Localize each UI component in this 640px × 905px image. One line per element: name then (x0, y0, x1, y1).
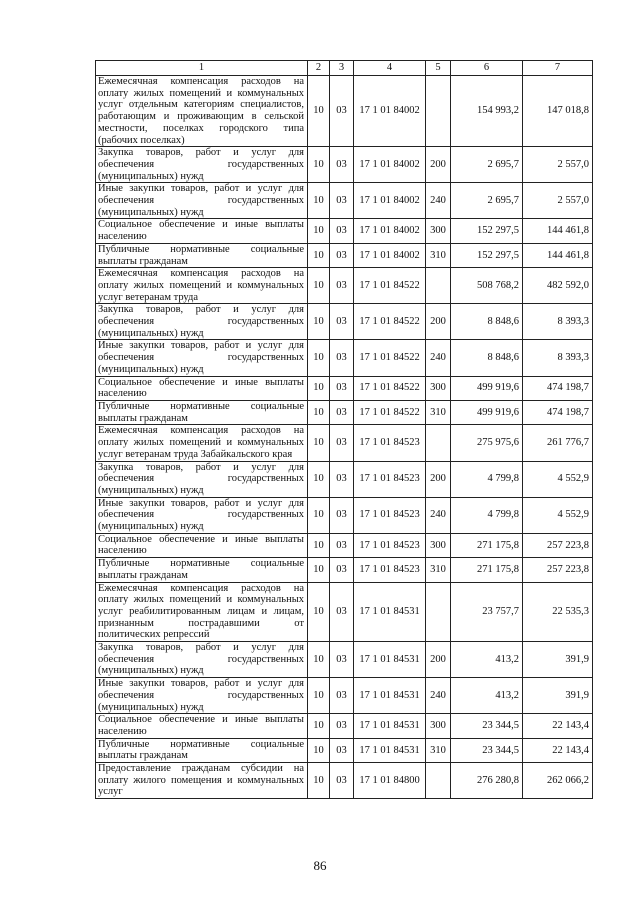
target-article-cell: 17 1 01 84531 (354, 738, 426, 762)
target-article-cell: 17 1 01 84523 (354, 461, 426, 497)
amount-year1-cell: 413,2 (451, 678, 523, 714)
table-row (96, 425, 593, 461)
amount-year1-cell: 154 993,2 (451, 76, 523, 147)
section-code-cell: 10 (308, 268, 330, 304)
subsection-code-cell: 03 (330, 763, 354, 799)
expense-type-cell: 310 (426, 738, 451, 762)
amount-year2-cell: 22 535,3 (523, 582, 593, 642)
header-cell: 3 (330, 61, 354, 76)
amount-year1-cell: 152 297,5 (451, 219, 523, 243)
target-article-cell: 17 1 01 84522 (354, 376, 426, 400)
target-article-cell: 17 1 01 84523 (354, 533, 426, 557)
budget-table (95, 60, 593, 799)
amount-year1-cell: 499 919,6 (451, 376, 523, 400)
subsection-code-cell: 03 (330, 714, 354, 738)
page-number: 86 (313, 858, 327, 873)
table-row (96, 219, 593, 243)
amount-year1-cell: 271 175,8 (451, 533, 523, 557)
amount-year2-cell: 257 223,8 (523, 533, 593, 557)
amount-year1-cell: 499 919,6 (451, 400, 523, 424)
amount-year1-cell: 276 280,8 (451, 763, 523, 799)
table-row (96, 497, 593, 533)
amount-year1-cell: 23 344,5 (451, 714, 523, 738)
table-row (96, 714, 593, 738)
table-row (96, 558, 593, 582)
expense-type-cell: 310 (426, 243, 451, 267)
amount-year2-cell: 22 143,4 (523, 738, 593, 762)
expense-type-cell: 300 (426, 376, 451, 400)
expense-type-cell: 300 (426, 533, 451, 557)
row-name-cell: Публичные нормативные социальные выплаты гражданам (96, 243, 308, 267)
row-name-cell: Закупка товаров, работ и услуг для обеспечения государственных (муниципальных) нужд (96, 461, 308, 497)
section-code-cell: 10 (308, 558, 330, 582)
subsection-code-cell: 03 (330, 183, 354, 219)
table-row (96, 340, 593, 376)
target-article-cell: 17 1 01 84002 (354, 243, 426, 267)
row-name-cell: Ежемесячная компенсация расходов на оплату жилых помещений и коммунальных услуг реабилитированным лицам и лицам, признанным пострадавшими от политических репрессий (96, 582, 308, 642)
amount-year2-cell: 391,9 (523, 678, 593, 714)
amount-year2-cell: 482 592,0 (523, 268, 593, 304)
table-row (96, 76, 593, 147)
expense-type-cell: 300 (426, 219, 451, 243)
expense-type-cell: 240 (426, 183, 451, 219)
amount-year2-cell: 4 552,9 (523, 497, 593, 533)
section-code-cell: 10 (308, 425, 330, 461)
subsection-code-cell: 03 (330, 558, 354, 582)
section-code-cell: 10 (308, 714, 330, 738)
amount-year1-cell: 23 757,7 (451, 582, 523, 642)
target-article-cell: 17 1 01 84800 (354, 763, 426, 799)
subsection-code-cell: 03 (330, 304, 354, 340)
target-article-cell: 17 1 01 84531 (354, 642, 426, 678)
section-code-cell: 10 (308, 243, 330, 267)
expense-type-cell: 240 (426, 340, 451, 376)
table-row (96, 376, 593, 400)
expense-type-cell (426, 763, 451, 799)
amount-year2-cell: 2 557,0 (523, 183, 593, 219)
expense-type-cell: 300 (426, 714, 451, 738)
target-article-cell: 17 1 01 84523 (354, 425, 426, 461)
amount-year2-cell: 4 552,9 (523, 461, 593, 497)
section-code-cell: 10 (308, 678, 330, 714)
target-article-cell: 17 1 01 84531 (354, 582, 426, 642)
amount-year1-cell: 508 768,2 (451, 268, 523, 304)
subsection-code-cell: 03 (330, 582, 354, 642)
target-article-cell: 17 1 01 84523 (354, 497, 426, 533)
row-name-cell: Социальное обеспечение и иные выплаты населению (96, 219, 308, 243)
amount-year2-cell: 257 223,8 (523, 558, 593, 582)
section-code-cell: 10 (308, 738, 330, 762)
row-name-cell: Закупка товаров, работ и услуг для обеспечения государственных (муниципальных) нужд (96, 642, 308, 678)
amount-year1-cell: 4 799,8 (451, 497, 523, 533)
subsection-code-cell: 03 (330, 268, 354, 304)
amount-year2-cell: 22 143,4 (523, 714, 593, 738)
target-article-cell: 17 1 01 84002 (354, 183, 426, 219)
table-row (96, 147, 593, 183)
section-code-cell: 10 (308, 497, 330, 533)
amount-year2-cell: 261 776,7 (523, 425, 593, 461)
amount-year2-cell: 147 018,8 (523, 76, 593, 147)
row-name-cell: Социальное обеспечение и иные выплаты населению (96, 533, 308, 557)
row-name-cell: Закупка товаров, работ и услуг для обеспечения государственных (муниципальных) нужд (96, 147, 308, 183)
table-row (96, 582, 593, 642)
amount-year1-cell: 152 297,5 (451, 243, 523, 267)
amount-year2-cell: 144 461,8 (523, 243, 593, 267)
section-code-cell: 10 (308, 147, 330, 183)
table-row (96, 678, 593, 714)
table-row (96, 461, 593, 497)
section-code-cell: 10 (308, 533, 330, 557)
amount-year1-cell: 4 799,8 (451, 461, 523, 497)
expense-type-cell: 310 (426, 558, 451, 582)
subsection-code-cell: 03 (330, 400, 354, 424)
expense-type-cell: 200 (426, 461, 451, 497)
expense-type-cell: 310 (426, 400, 451, 424)
row-name-cell: Иные закупки товаров, работ и услуг для обеспечения государственных (муниципальных) нужд (96, 497, 308, 533)
expense-type-cell (426, 76, 451, 147)
table-row (96, 304, 593, 340)
expense-type-cell: 240 (426, 497, 451, 533)
subsection-code-cell: 03 (330, 219, 354, 243)
document-page (95, 60, 592, 799)
row-name-cell: Ежемесячная компенсация расходов на оплату жилых помещений и коммунальных услуг отдельным категориям специалистов, работающим и проживающим в сельской местности, поселках городского типа (рабочих поселках) (96, 76, 308, 147)
row-name-cell: Предоставление гражданам субсидии на оплату жилого помещения и коммунальных услуг (96, 763, 308, 799)
header-cell: 4 (354, 61, 426, 76)
amount-year2-cell: 262 066,2 (523, 763, 593, 799)
subsection-code-cell: 03 (330, 678, 354, 714)
subsection-code-cell: 03 (330, 533, 354, 557)
amount-year2-cell: 8 393,3 (523, 340, 593, 376)
header-cell: 7 (523, 61, 593, 76)
section-code-cell: 10 (308, 219, 330, 243)
section-code-cell: 10 (308, 642, 330, 678)
subsection-code-cell: 03 (330, 376, 354, 400)
subsection-code-cell: 03 (330, 642, 354, 678)
subsection-code-cell: 03 (330, 425, 354, 461)
amount-year1-cell: 413,2 (451, 642, 523, 678)
amount-year1-cell: 2 695,7 (451, 183, 523, 219)
expense-type-cell: 200 (426, 642, 451, 678)
table-row (96, 533, 593, 557)
target-article-cell: 17 1 01 84531 (354, 714, 426, 738)
expense-type-cell (426, 425, 451, 461)
amount-year2-cell: 474 198,7 (523, 400, 593, 424)
table-row (96, 243, 593, 267)
expense-type-cell (426, 582, 451, 642)
section-code-cell: 10 (308, 763, 330, 799)
subsection-code-cell: 03 (330, 461, 354, 497)
table-row (96, 183, 593, 219)
row-name-cell: Иные закупки товаров, работ и услуг для обеспечения государственных (муниципальных) нужд (96, 678, 308, 714)
subsection-code-cell: 03 (330, 147, 354, 183)
target-article-cell: 17 1 01 84522 (354, 304, 426, 340)
amount-year2-cell: 391,9 (523, 642, 593, 678)
section-code-cell: 10 (308, 76, 330, 147)
expense-type-cell: 200 (426, 304, 451, 340)
target-article-cell: 17 1 01 84522 (354, 268, 426, 304)
row-name-cell: Публичные нормативные социальные выплаты гражданам (96, 738, 308, 762)
row-name-cell: Ежемесячная компенсация расходов на оплату жилых помещений и коммунальных услуг ветеранам труда Забайкальского края (96, 425, 308, 461)
target-article-cell: 17 1 01 84002 (354, 147, 426, 183)
table-row (96, 738, 593, 762)
table-body (96, 76, 593, 799)
amount-year1-cell: 23 344,5 (451, 738, 523, 762)
amount-year1-cell: 8 848,6 (451, 340, 523, 376)
table-row (96, 763, 593, 799)
target-article-cell: 17 1 01 84002 (354, 76, 426, 147)
amount-year2-cell: 144 461,8 (523, 219, 593, 243)
subsection-code-cell: 03 (330, 76, 354, 147)
row-name-cell: Ежемесячная компенсация расходов на оплату жилых помещений и коммунальных услуг ветеранам труда (96, 268, 308, 304)
header-row (96, 61, 593, 76)
subsection-code-cell: 03 (330, 497, 354, 533)
section-code-cell: 10 (308, 582, 330, 642)
table-row (96, 400, 593, 424)
header-cell: 6 (451, 61, 523, 76)
target-article-cell: 17 1 01 84522 (354, 340, 426, 376)
row-name-cell: Закупка товаров, работ и услуг для обеспечения государственных (муниципальных) нужд (96, 304, 308, 340)
row-name-cell: Публичные нормативные социальные выплаты гражданам (96, 400, 308, 424)
subsection-code-cell: 03 (330, 340, 354, 376)
expense-type-cell (426, 268, 451, 304)
row-name-cell: Иные закупки товаров, работ и услуг для обеспечения государственных (муниципальных) нужд (96, 340, 308, 376)
expense-type-cell: 240 (426, 678, 451, 714)
amount-year1-cell: 275 975,6 (451, 425, 523, 461)
table-row (96, 642, 593, 678)
row-name-cell: Социальное обеспечение и иные выплаты населению (96, 714, 308, 738)
header-cell: 2 (308, 61, 330, 76)
header-cell: 1 (96, 61, 308, 76)
amount-year1-cell: 8 848,6 (451, 304, 523, 340)
section-code-cell: 10 (308, 376, 330, 400)
amount-year2-cell: 2 557,0 (523, 147, 593, 183)
target-article-cell: 17 1 01 84522 (354, 400, 426, 424)
subsection-code-cell: 03 (330, 738, 354, 762)
table-row (96, 268, 593, 304)
subsection-code-cell: 03 (330, 243, 354, 267)
amount-year1-cell: 271 175,8 (451, 558, 523, 582)
section-code-cell: 10 (308, 304, 330, 340)
row-name-cell: Публичные нормативные социальные выплаты гражданам (96, 558, 308, 582)
target-article-cell: 17 1 01 84002 (354, 219, 426, 243)
row-name-cell: Иные закупки товаров, работ и услуг для обеспечения государственных (муниципальных) нужд (96, 183, 308, 219)
target-article-cell: 17 1 01 84531 (354, 678, 426, 714)
section-code-cell: 10 (308, 461, 330, 497)
expense-type-cell: 200 (426, 147, 451, 183)
target-article-cell: 17 1 01 84523 (354, 558, 426, 582)
section-code-cell: 10 (308, 340, 330, 376)
amount-year2-cell: 474 198,7 (523, 376, 593, 400)
row-name-cell: Социальное обеспечение и иные выплаты населению (96, 376, 308, 400)
amount-year2-cell: 8 393,3 (523, 304, 593, 340)
section-code-cell: 10 (308, 400, 330, 424)
section-code-cell: 10 (308, 183, 330, 219)
header-cell: 5 (426, 61, 451, 76)
amount-year1-cell: 2 695,7 (451, 147, 523, 183)
